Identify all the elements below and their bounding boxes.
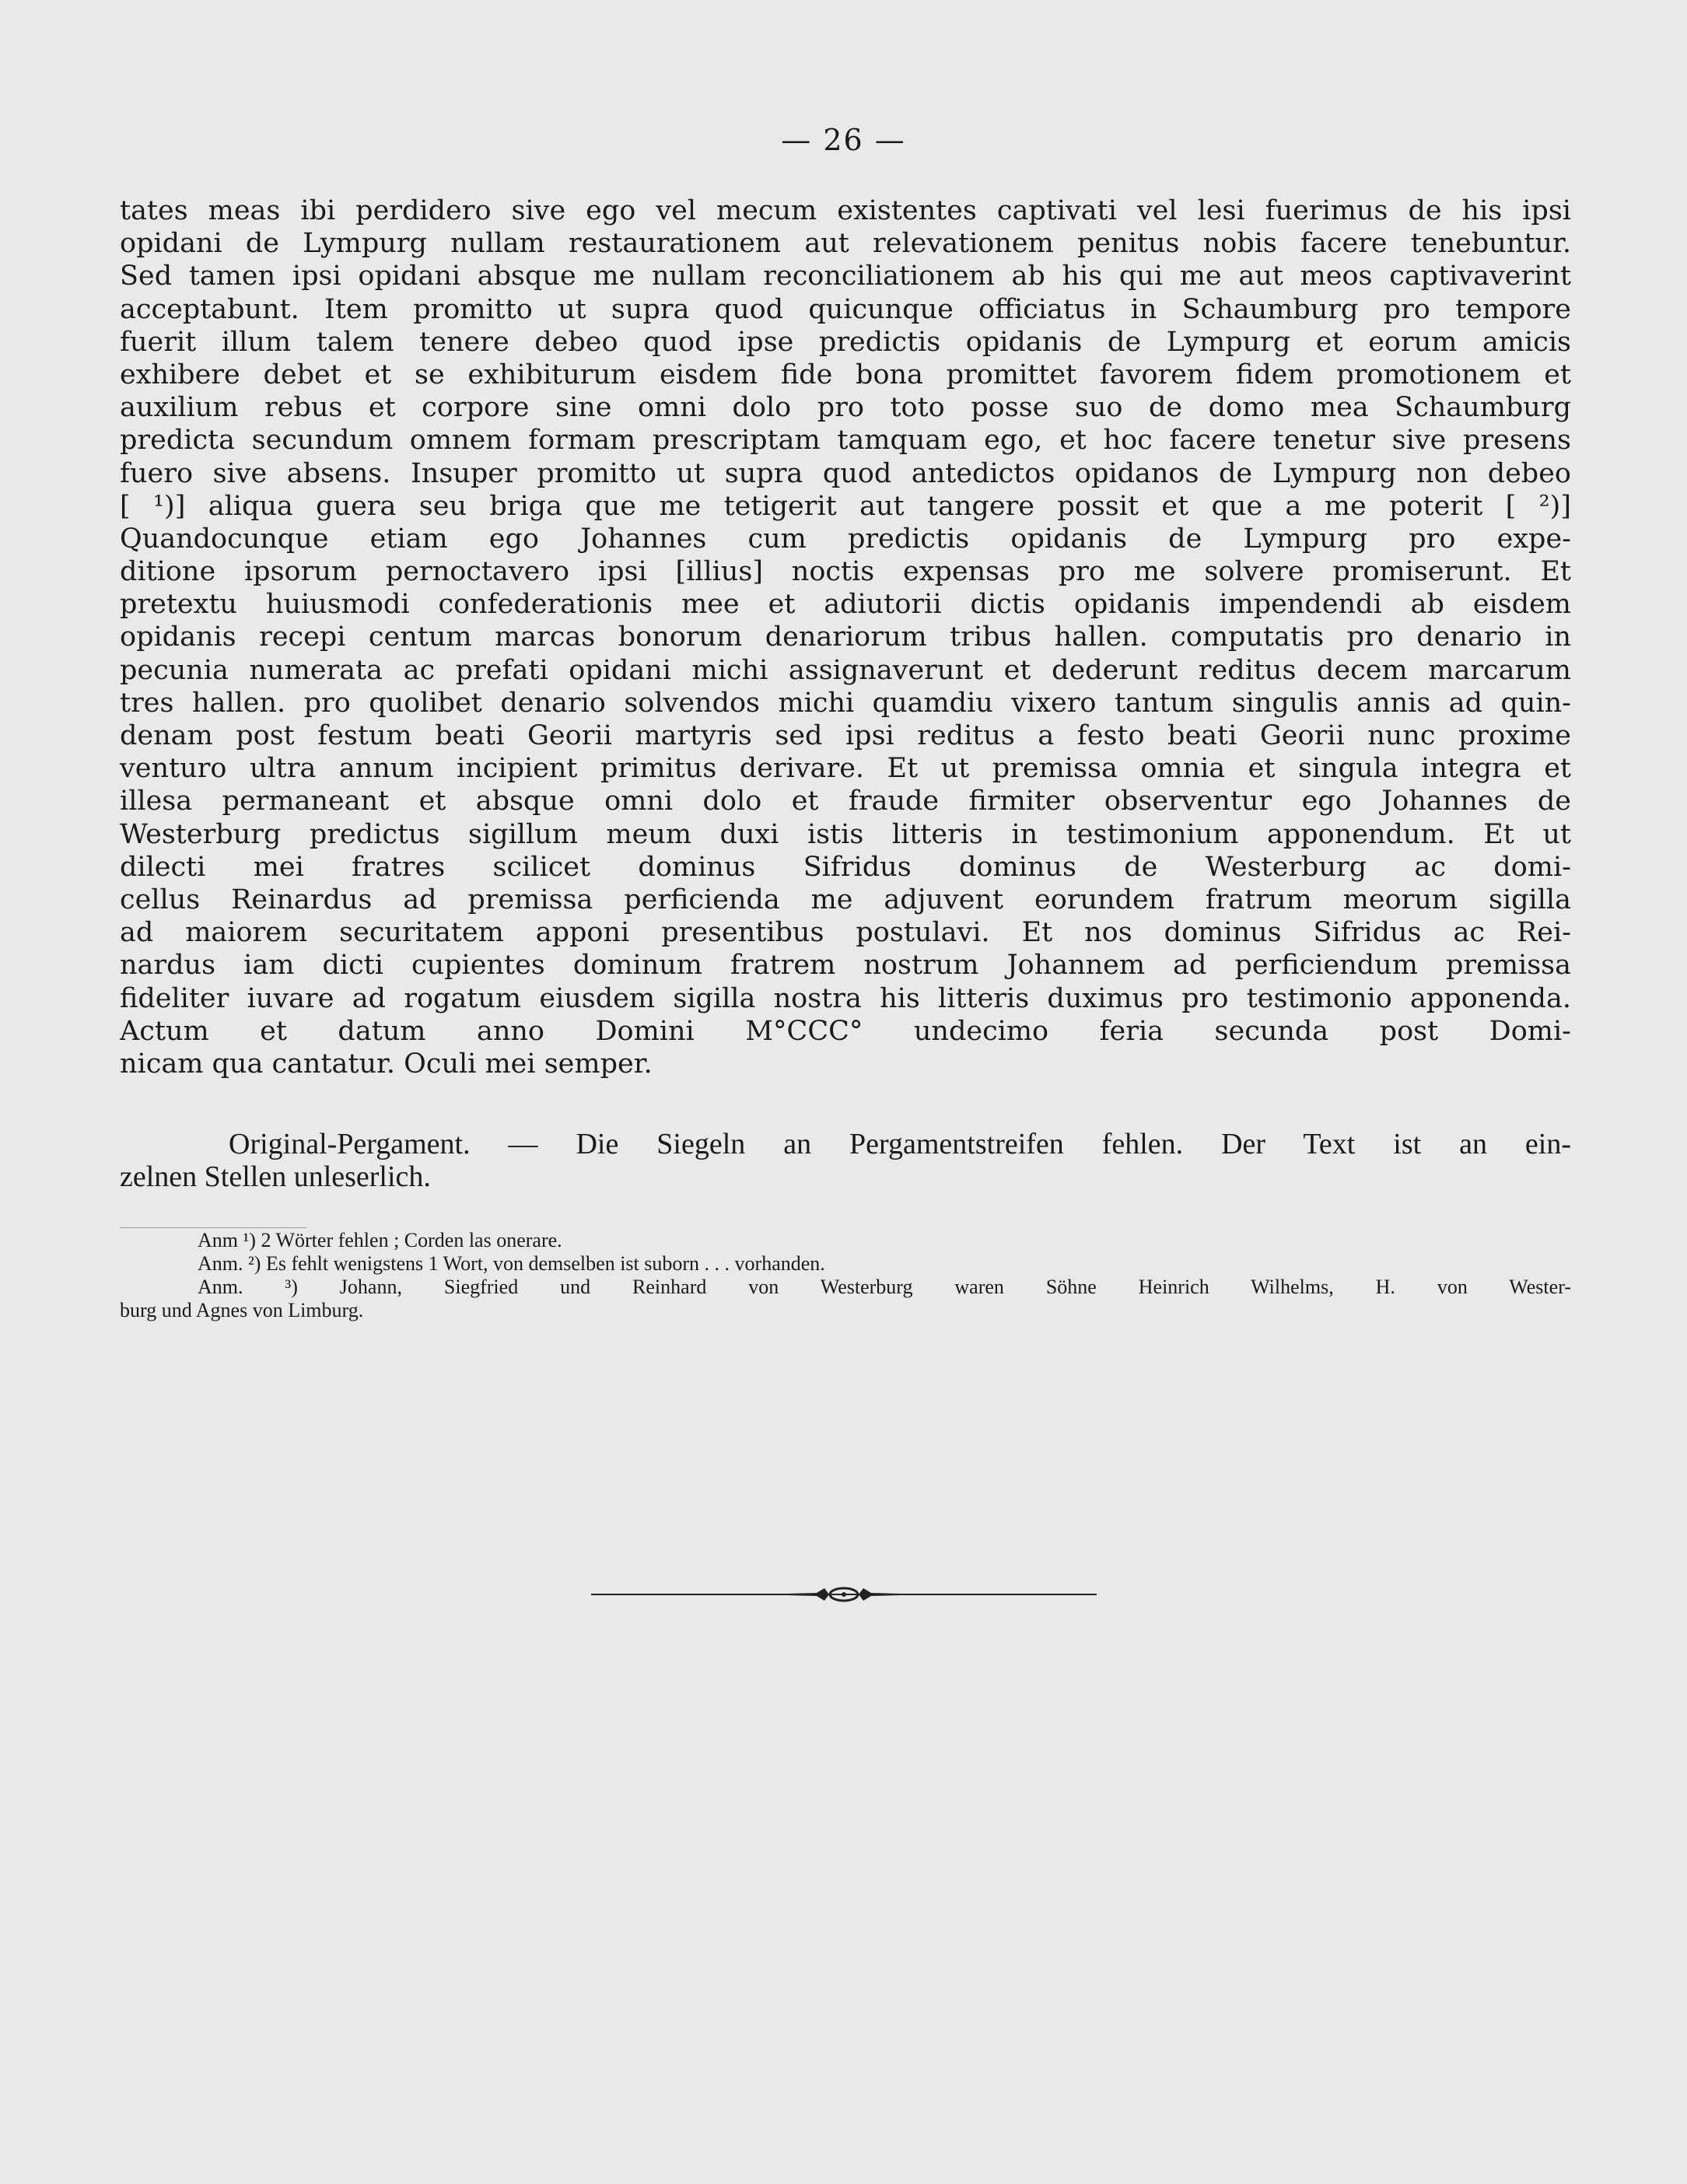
text-line: fuerit illum talem tenere debeo quod ipse predictis opidanis de Lympurg et eorum amicis <box>120 326 1571 358</box>
text-line: [ ¹)] aliqua guera seu briga que me tetigerit aut tangere possit et que a me poterit [ ²)] <box>120 490 1571 522</box>
text-line: Westerburg predictus sigillum meum duxi istis litteris in testimonium apponendum. Et ut <box>120 818 1571 850</box>
text-line: nardus iam dicti cupientes dominum fratrem nostrum Johannem ad perficiendum premissa <box>120 950 1571 982</box>
page-number: — 26 — <box>781 123 906 157</box>
charter-text <box>120 194 1571 1080</box>
footnote-line: burg und Agnes von Limburg. <box>120 1299 364 1321</box>
text-line: dilecti mei fratres scilicet dominus Sifridus dominus de Westerburg ac domi- <box>120 851 1571 883</box>
text-line: illesa permaneant et absque omni dolo et fraude firmiter observentur ego Johannes de <box>120 786 1571 817</box>
ornament-divider <box>591 1579 1097 1610</box>
text-line: predicta secundum omnem formam prescriptam tamquam ego, et hoc facere tenetur sive presens <box>120 425 1571 457</box>
text-line: pecunia numerata ac prefati opidani michi assignaverunt et dederunt reditus decem marcarum <box>120 654 1571 686</box>
text-line: cellus Reinardus ad premissa perficienda me adjuvent eorundem fratrum meorum sigilla <box>120 884 1571 915</box>
text-line: exhibere debet et se exhibiturum eisdem fide bona promittet favorem fidem promotionem et <box>120 359 1571 390</box>
note-line: Original-Pergament. — Die Siegeln an Pergamentstreifen fehlen. Der Text ist an ein- <box>229 1128 1571 1160</box>
text-line: pretextu huiusmodi confederationis mee et adiutorii dictis opidanis impendendi ab eisdem <box>120 589 1571 621</box>
text-line: tres hallen. pro quolibet denario solvendos michi quamdiu vixero tantum singulis annis ad quin- <box>120 687 1571 719</box>
text-line: tates meas ibi perdidero sive ego vel mecum existentes captivati vel lesi fuerimus de his ipsi <box>120 195 1571 226</box>
text-line: ad maiorem securitatem apponi presentibus postulavi. Et nos dominus Sifridus ac Rei- <box>120 917 1571 949</box>
text-line: venturo ultra annum incipient primitus derivare. Et ut premissa omnia et singula integra et <box>120 753 1571 785</box>
note-line: zelnen Stellen unleserlich. <box>120 1160 431 1193</box>
text-line: fuero sive absens. Insuper promitto ut supra quod antedictos opidanos de Lympurg non debeo <box>120 457 1571 489</box>
text-line: nicam qua cantatur. Oculi mei semper. <box>120 1048 653 1080</box>
footnote-rule <box>120 1227 306 1228</box>
text-line: opidani de Lympurg nullam restaurationem aut relevationem penitus nobis facere tenebuntur. <box>120 228 1571 260</box>
text-line: auxilium rebus et corpore sine omni dolo pro toto posse suo de domo mea Schaumburg <box>120 392 1571 424</box>
footnotes <box>120 1229 1571 1322</box>
footnote-line: Anm. ²) Es fehlt wenigstens 1 Wort, von demselben ist suborn . . . vorhanden. <box>198 1252 825 1275</box>
text-line: Sed tamen ipsi opidani absque me nullam reconciliationem ab his qui me aut meos captivaverint <box>120 261 1571 292</box>
text-line: acceptabunt. Item promitto ut supra quod quicunque officiatus in Schaumburg pro tempore <box>120 293 1571 325</box>
text-line: ditione ipsorum pernoctavero ipsi [illius] noctis expensas pro me solvere promiserunt. Et <box>120 556 1571 588</box>
text-line: fideliter iuvare ad rogatum eiusdem sigilla nostra his litteris duximus pro testimonio apponenda. <box>120 982 1571 1014</box>
text-line: Quandocunque etiam ego Johannes cum predictis opidanis de Lympurg pro expe- <box>120 523 1571 555</box>
footnote-line: Anm. ³) Johann, Siegfried und Reinhard von Westerburg waren Söhne Heinrich Wilhelms, H. von Wester- <box>198 1276 1571 1298</box>
footnote-line: Anm ¹) 2 Wörter fehlen ; Corden las onerare. <box>198 1229 562 1251</box>
text-line: denam post festum beati Georii martyris sed ipsi reditus a festo beati Georii nunc proxime <box>120 720 1571 751</box>
source-note <box>120 1128 1571 1193</box>
text-line: opidanis recepi centum marcas bonorum denariorum tribus hallen. computatis pro denario in <box>120 621 1571 653</box>
text-line: Actum et datum anno Domini M°CCC° undecimo feria secunda post Domi- <box>120 1015 1571 1047</box>
